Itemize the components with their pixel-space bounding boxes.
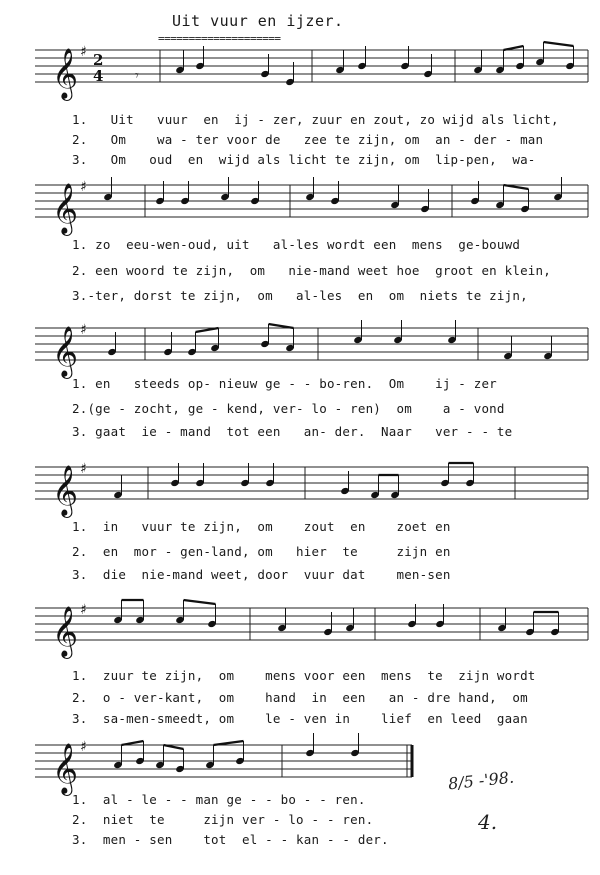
staff-1 bbox=[0, 40, 600, 100]
lyric-line-1-verse-2: 2. Om wa - ter voor de zee te zijn, om an - der - man bbox=[72, 132, 544, 147]
staff-2 bbox=[0, 175, 600, 235]
song-title: Uit vuur en ijzer. bbox=[172, 12, 344, 30]
svg-text:♯: ♯ bbox=[80, 602, 87, 618]
svg-text:𝄞: 𝄞 bbox=[52, 183, 79, 234]
svg-text:♯: ♯ bbox=[80, 322, 87, 338]
svg-text:𝄞: 𝄞 bbox=[52, 48, 79, 99]
svg-text:𝄞: 𝄞 bbox=[52, 743, 79, 794]
lyric-line-3-verse-1: 1. en steeds op- nieuw ge - - bo-ren. Om ij - zer bbox=[72, 376, 497, 391]
title-underline: ==================== bbox=[158, 32, 281, 45]
staff-4 bbox=[0, 457, 600, 517]
svg-text:♯: ♯ bbox=[80, 739, 87, 755]
lyric-line-3-verse-3: 3. gaat ie - mand tot een an- der. Naar ver - - te bbox=[72, 424, 513, 439]
lyric-line-3-verse-2: 2.(ge - zocht, ge - kend, ver- lo - ren) om a - vond bbox=[72, 401, 505, 416]
handwritten-page-number: 4. bbox=[478, 810, 498, 834]
svg-text:♯: ♯ bbox=[80, 179, 87, 195]
svg-text:𝄾: 𝄾 bbox=[135, 68, 139, 84]
lyric-line-4-verse-1: 1. in vuur te zijn, om zout en zoet en bbox=[72, 519, 451, 534]
staff-5 bbox=[0, 598, 600, 658]
lyric-line-4-verse-3: 3. die nie-mand weet, door vuur dat men-sen bbox=[72, 567, 451, 582]
staff-3 bbox=[0, 318, 600, 378]
handwritten-date: 8/5 -'98. bbox=[447, 767, 515, 794]
svg-text:♯: ♯ bbox=[80, 461, 87, 477]
svg-text:♯: ♯ bbox=[80, 44, 87, 60]
lyric-line-5-verse-1: 1. zuur te zijn, om mens voor een mens te zijn wordt bbox=[72, 668, 536, 683]
lyric-line-2-verse-1: 1. zo eeu-wen-oud, uit al-les wordt een mens ge-bouwd bbox=[72, 237, 521, 252]
svg-text:𝄞: 𝄞 bbox=[52, 465, 79, 516]
lyric-line-6-verse-2: 2. niet te zijn ver - lo - - ren. bbox=[72, 812, 374, 827]
lyric-line-1-verse-1: 1. Uit vuur en ij - zer, zuur en zout, zo wijd als licht, bbox=[72, 112, 559, 127]
lyric-line-6-verse-3: 3. men - sen tot el - - kan - - der. bbox=[72, 832, 389, 847]
svg-text:𝄞: 𝄞 bbox=[52, 326, 79, 377]
lyric-line-4-verse-2: 2. en mor - gen-land, om hier te zijn en bbox=[72, 544, 451, 559]
lyric-line-2-verse-3: 3.-ter, dorst te zijn, om al-les en om niets te zijn, bbox=[72, 288, 528, 303]
lyric-line-1-verse-3: 3. Om oud en wijd als licht te zijn, om lip-pen, wa- bbox=[72, 152, 536, 167]
lyric-line-2-verse-2: 2. een woord te zijn, om nie-mand weet hoe groot en klein, bbox=[72, 263, 551, 278]
svg-text:2: 2 bbox=[93, 51, 104, 69]
svg-text:𝄞: 𝄞 bbox=[52, 606, 79, 657]
lyric-line-5-verse-2: 2. o - ver-kant, om hand in een an - dre hand, om bbox=[72, 690, 528, 705]
svg-text:4: 4 bbox=[93, 67, 104, 85]
lyric-line-6-verse-1: 1. al - le - - man ge - - bo - - ren. bbox=[72, 792, 366, 807]
lyric-line-5-verse-3: 3. sa-men-smeedt, om le - ven in lief en leed gaan bbox=[72, 711, 528, 726]
